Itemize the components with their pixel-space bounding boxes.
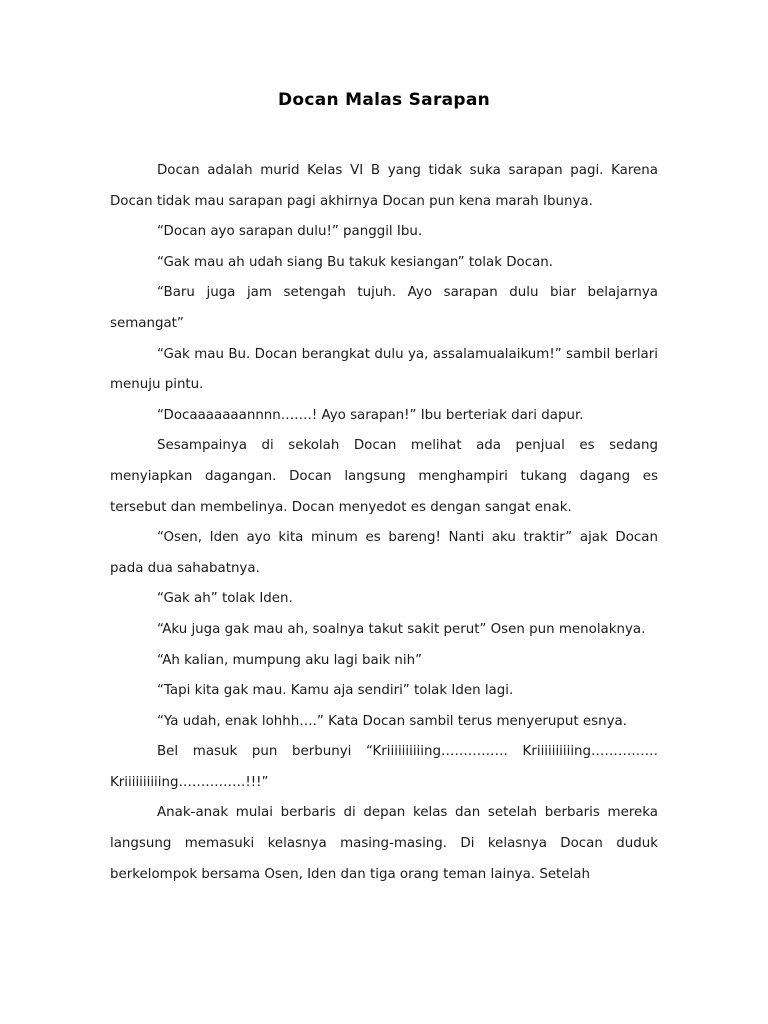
paragraph-dialogue: “Tapi kita gak mau. Kamu aja sendiri” tolak Iden lagi. xyxy=(157,683,514,699)
paragraph-dialogue: “Aku juga gak mau ah, soalnya takut sakit perut” Osen pun menolaknya. xyxy=(157,621,646,637)
paragraph-intro: Docan adalah murid Kelas VI B yang tidak suka sarapan pagi. Karena Docan tidak mau sarapan pagi akhirnya Docan pun kena marah Ibunya. xyxy=(110,163,658,209)
document-title: Docan Malas Sarapan xyxy=(277,90,491,110)
paragraph-dialogue: “Gak ah” tolak Iden. xyxy=(157,591,293,607)
paragraph-dialogue: “Ah kalian, mumpung aku lagi baik nih” xyxy=(157,652,423,668)
paragraph-dialogue: “Osen, Iden ayo kita minum es bareng! Nanti aku traktir” ajak Docan pada dua sahabatnya. xyxy=(110,530,658,576)
paragraph-bell: Bel masuk pun berbunyi “Kriiiiiiiiiing…………… Kriiiiiiiiiing…………… Kriiiiiiiiiing……………!!!” xyxy=(110,744,658,790)
paragraph-narration: Sesampainya di sekolah Docan melihat ada penjual es sedang menyiapkan dagangan. Docan langsung menghampiri tukang dagang es tersebut dan membelinya. Docan menyedot es dengan sangat enak. xyxy=(110,438,658,515)
paragraph-dialogue: “Docan ayo sarapan dulu!” panggil Ibu. xyxy=(157,224,423,240)
document-body xyxy=(110,156,658,890)
paragraph-dialogue: “Baru juga jam setengah tujuh. Ayo sarapan dulu biar belajarnya semangat” xyxy=(110,285,658,331)
paragraph-dialogue: “Gak mau ah udah siang Bu takuk kesiangan” tolak Docan. xyxy=(157,254,554,270)
paragraph-dialogue: “Docaaaaaaannnn…….! Ayo sarapan!” Ibu berteriak dari dapur. xyxy=(157,407,584,423)
paragraph-narration: Anak-anak mulai berbaris di depan kelas dan setelah berbaris mereka langsung memasuki kelasnya masing-masing. Di kelasnya Docan duduk berkelompok bersama Osen, Iden dan tiga orang teman lainya. Setelah xyxy=(110,805,658,882)
paragraph-dialogue: “Ya udah, enak lohhh….” Kata Docan sambil terus menyeruput esnya. xyxy=(157,713,628,729)
paragraph-dialogue: “Gak mau Bu. Docan berangkat dulu ya, assalamualaikum!” sambil berlari menuju pintu. xyxy=(110,346,658,393)
